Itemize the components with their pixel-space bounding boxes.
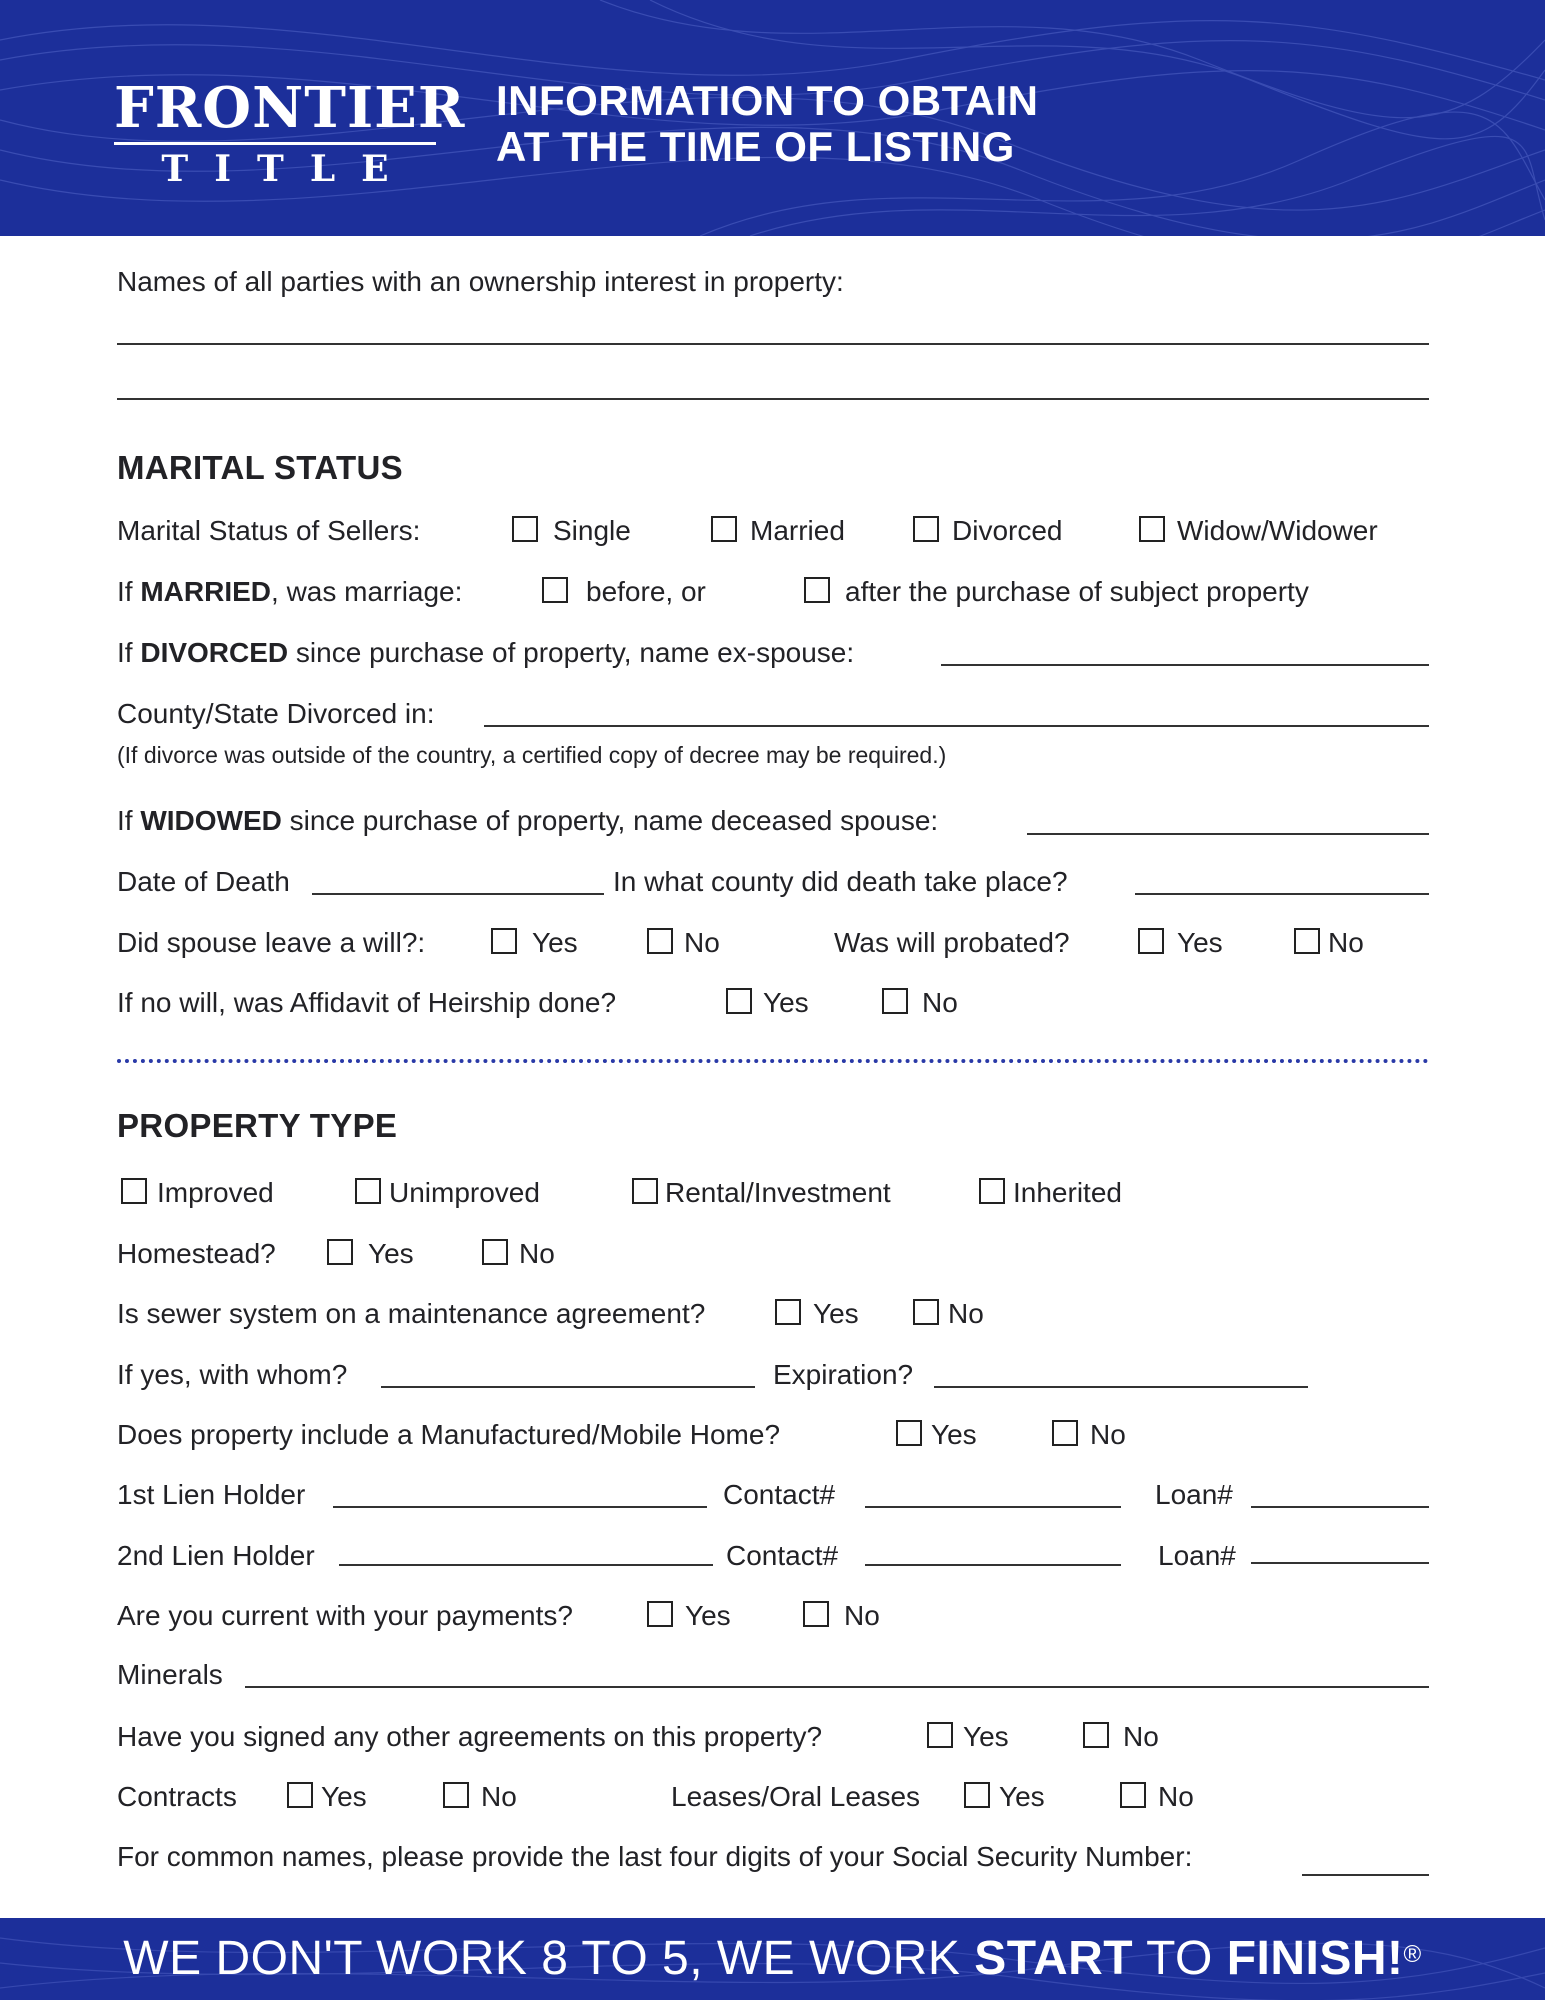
widowed-question [117, 804, 938, 838]
homestead-question: Homestead? [117, 1238, 276, 1269]
death-county-line[interactable] [1135, 893, 1429, 895]
with-whom-label: If yes, with whom? [117, 1359, 348, 1390]
married-question [117, 575, 462, 609]
probated-question: Was will probated? [834, 927, 1070, 958]
lien2-loan-label: Loan# [1158, 1540, 1236, 1571]
rental-label: Rental/Investment [665, 1177, 891, 1208]
lien1-line[interactable] [333, 1506, 707, 1508]
tagline-part2: TO [1133, 1932, 1227, 1985]
page-title [496, 78, 1038, 170]
tagline-part1: WE DON'T WORK 8 TO 5, WE WORK [123, 1932, 975, 1985]
single-label: Single [553, 515, 631, 546]
will-question: Did spouse leave a will?: [117, 927, 426, 958]
section-divider [117, 1059, 1429, 1063]
agreements-question: Have you signed any other agreements on this property? [117, 1721, 823, 1752]
married-suffix: , was marriage: [271, 576, 463, 607]
county-divorced-line[interactable] [484, 725, 1429, 727]
payments-question: Are you current with your payments? [117, 1600, 573, 1631]
death-county-label: In what county did death take place? [613, 866, 1068, 897]
contracts-label: Contracts [117, 1781, 237, 1812]
agreements-yes-checkbox[interactable] [927, 1722, 953, 1748]
date-of-death-line[interactable] [312, 893, 604, 895]
heirship-no-label: No [922, 987, 958, 1018]
sellers-label: Marital Status of Sellers: [117, 515, 421, 546]
payments-yes-checkbox[interactable] [647, 1601, 673, 1627]
divorce-note: (If divorce was outside of the country, a certified copy of decree may be required.) [117, 742, 947, 768]
payments-yes-label: Yes [685, 1600, 731, 1631]
lien2-label: 2nd Lien Holder [117, 1540, 315, 1571]
tagline [0, 1932, 1545, 1986]
payments-no-checkbox[interactable] [803, 1601, 829, 1627]
homestead-yes-checkbox[interactable] [327, 1239, 353, 1265]
minerals-label: Minerals [117, 1659, 223, 1690]
will-yes-checkbox[interactable] [491, 928, 517, 954]
leases-no-checkbox[interactable] [1120, 1782, 1146, 1808]
lien1-loan-label: Loan# [1155, 1479, 1233, 1510]
tagline-bold2: FINISH! [1226, 1932, 1404, 1985]
heirship-question: If no will, was Affidavit of Heirship done? [117, 987, 617, 1018]
deceased-spouse-line[interactable] [1027, 833, 1429, 835]
property-type-heading: PROPERTY TYPE [117, 1107, 398, 1144]
sewer-yes-checkbox[interactable] [775, 1299, 801, 1325]
widowed-bold: WIDOWED [140, 805, 282, 836]
divorced-suffix: since purchase of property, name ex-spouse: [288, 637, 855, 668]
will-yes-label: Yes [532, 927, 578, 958]
contracts-no-label: No [481, 1781, 517, 1812]
ownership-line-2[interactable] [117, 398, 1429, 400]
marital-status-heading: MARITAL STATUS [117, 449, 403, 486]
divorced-label: Divorced [952, 515, 1063, 546]
header-banner [0, 0, 1545, 236]
unimproved-label: Unimproved [389, 1177, 540, 1208]
payments-no-label: No [844, 1600, 880, 1631]
page-title-line1: INFORMATION TO OBTAIN [496, 77, 1039, 124]
after-checkbox[interactable] [804, 577, 830, 603]
widow-checkbox[interactable] [1139, 516, 1165, 542]
after-label: after the purchase of subject property [845, 576, 1309, 607]
page-title-line2: AT THE TIME OF LISTING [496, 123, 1015, 170]
widowed-suffix: since purchase of property, name deceased spouse: [281, 805, 939, 836]
will-no-checkbox[interactable] [647, 928, 673, 954]
divorced-question [117, 636, 854, 670]
leases-yes-label: Yes [999, 1781, 1045, 1812]
with-whom-line[interactable] [381, 1386, 755, 1388]
lien1-loan-line[interactable] [1251, 1506, 1429, 1508]
contracts-yes-checkbox[interactable] [287, 1782, 313, 1808]
sewer-no-checkbox[interactable] [913, 1299, 939, 1325]
agreements-no-checkbox[interactable] [1083, 1722, 1109, 1748]
probated-no-label: No [1328, 927, 1364, 958]
lien1-contact-label: Contact# [723, 1479, 836, 1510]
county-divorced-label: County/State Divorced in: [117, 698, 435, 729]
lien2-line[interactable] [339, 1564, 713, 1566]
ownership-line-1[interactable] [117, 343, 1429, 345]
agreements-no-label: No [1123, 1721, 1159, 1752]
before-checkbox[interactable] [542, 577, 568, 603]
divorced-bold: DIVORCED [140, 637, 289, 668]
married-checkbox[interactable] [711, 516, 737, 542]
ex-spouse-line[interactable] [941, 664, 1429, 666]
sewer-question: Is sewer system on a maintenance agreement? [117, 1298, 706, 1329]
mobile-no-label: No [1090, 1419, 1126, 1450]
minerals-line[interactable] [245, 1686, 1429, 1688]
agreements-yes-label: Yes [963, 1721, 1009, 1752]
widowed-prefix: If [117, 805, 141, 836]
tagline-bold1: START [974, 1932, 1134, 1985]
homestead-yes-label: Yes [368, 1238, 414, 1269]
logo-subword: TITLE [161, 148, 415, 190]
will-no-label: No [684, 927, 720, 958]
mobile-yes-label: Yes [931, 1419, 977, 1450]
sewer-yes-label: Yes [813, 1298, 859, 1329]
date-of-death-label: Date of Death [117, 866, 290, 897]
married-bold: MARRIED [140, 576, 272, 607]
married-prefix: If [117, 576, 141, 607]
heirship-yes-checkbox[interactable] [726, 988, 752, 1014]
divorced-checkbox[interactable] [913, 516, 939, 542]
improved-checkbox[interactable] [121, 1178, 147, 1204]
frontier-title-logo [114, 75, 466, 190]
footer-banner [0, 1918, 1545, 2000]
lien1-label: 1st Lien Holder [117, 1479, 306, 1510]
before-label: before, or [586, 576, 706, 607]
heirship-yes-label: Yes [763, 987, 809, 1018]
lien2-loan-line[interactable] [1251, 1562, 1429, 1564]
mobile-no-checkbox[interactable] [1052, 1420, 1078, 1446]
contracts-yes-label: Yes [321, 1781, 367, 1812]
leases-label: Leases/Oral Leases [671, 1781, 921, 1812]
inherited-checkbox[interactable] [979, 1178, 1005, 1204]
improved-label: Improved [157, 1177, 274, 1208]
unimproved-checkbox[interactable] [355, 1178, 381, 1204]
heirship-no-checkbox[interactable] [882, 988, 908, 1014]
logo-rule [114, 142, 436, 145]
expiration-label: Expiration? [773, 1359, 914, 1390]
mobile-home-question: Does property include a Manufactured/Mobile Home? [117, 1419, 781, 1450]
registered-mark: ® [1403, 1941, 1422, 1968]
contracts-no-checkbox[interactable] [443, 1782, 469, 1808]
ssn-question: For common names, please provide the last four digits of your Social Security Number: [117, 1841, 1193, 1872]
divorced-prefix: If [117, 637, 141, 668]
married-label: Married [750, 515, 845, 546]
mobile-yes-checkbox[interactable] [896, 1420, 922, 1446]
inherited-label: Inherited [1013, 1177, 1122, 1208]
ownership-label: Names of all parties with an ownership interest in property: [117, 266, 844, 297]
expiration-line[interactable] [934, 1386, 1308, 1388]
leases-no-label: No [1158, 1781, 1194, 1812]
rental-checkbox[interactable] [632, 1178, 658, 1204]
probated-yes-label: Yes [1177, 927, 1223, 958]
lien2-contact-label: Contact# [726, 1540, 839, 1571]
leases-yes-checkbox[interactable] [964, 1782, 990, 1808]
logo-word: FRONTIER [114, 75, 466, 141]
ssn-line[interactable] [1302, 1874, 1429, 1876]
homestead-no-label: No [519, 1238, 555, 1269]
probated-no-checkbox[interactable] [1294, 928, 1320, 954]
widow-label: Widow/Widower [1177, 515, 1378, 546]
homestead-no-checkbox[interactable] [482, 1239, 508, 1265]
single-checkbox[interactable] [512, 516, 538, 542]
sewer-no-label: No [948, 1298, 984, 1329]
lien2-contact-line[interactable] [865, 1564, 1121, 1566]
probated-yes-checkbox[interactable] [1138, 928, 1164, 954]
lien1-contact-line[interactable] [865, 1506, 1121, 1508]
